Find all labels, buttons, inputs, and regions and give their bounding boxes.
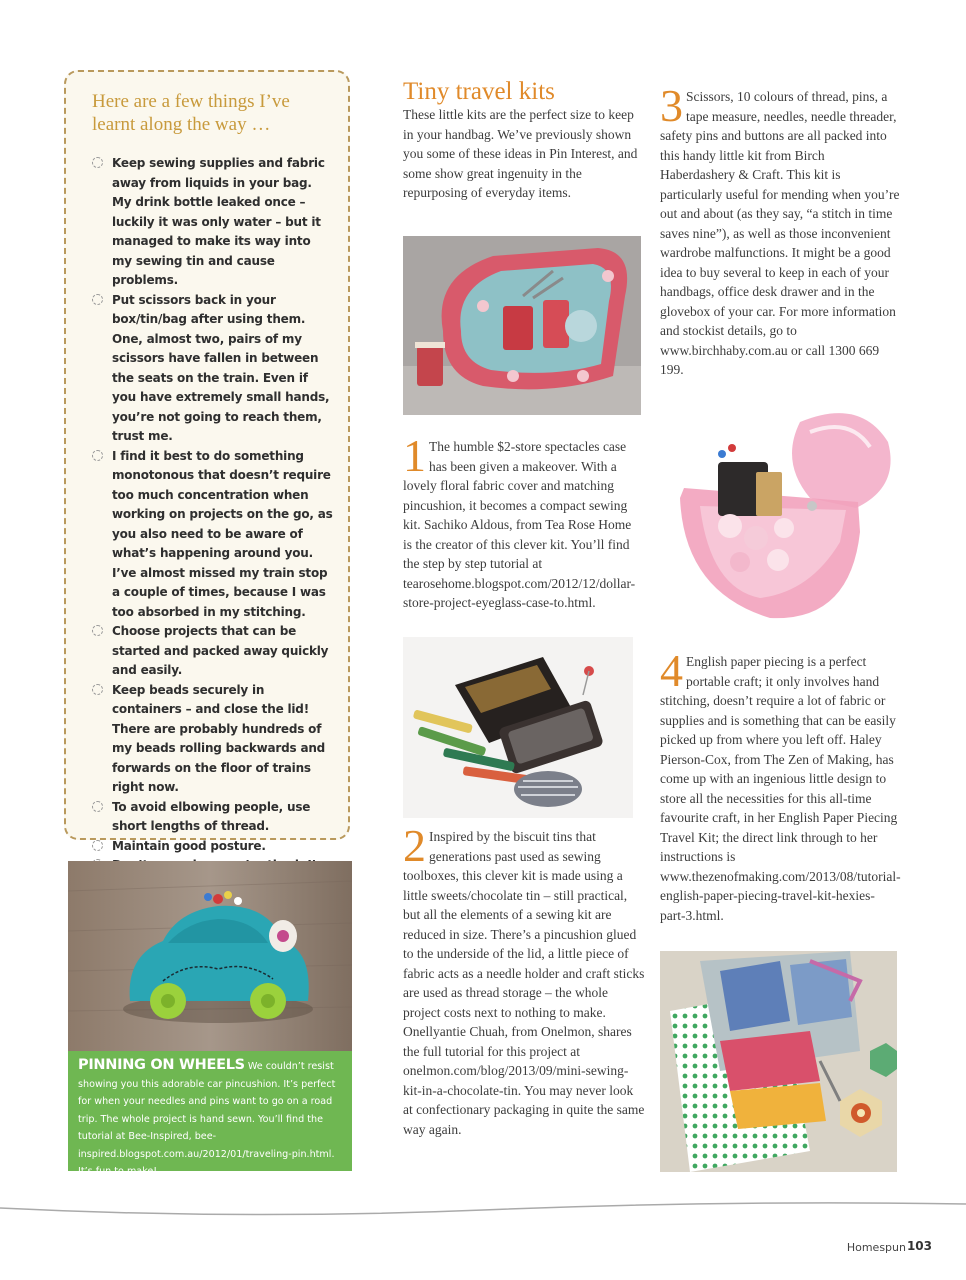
kit-number-2: 2 [403, 820, 426, 871]
chocolate-tin-kit-photo [403, 637, 633, 818]
paper-piecing-kit-photo [660, 951, 897, 1172]
car-pincushion-photo [68, 861, 352, 1051]
tips-box [64, 70, 350, 853]
dashed-circle-bullet-icon [92, 801, 103, 812]
dashed-circle-bullet-icon [92, 840, 103, 851]
pink-egg-kit-photo [660, 402, 898, 624]
tip-item: Maintain good posture. [92, 837, 334, 857]
tip-item: Keep beads securely in containers – and close the lid! There are probably hundreds of my beads rolling backwards and forwards on the floor of trains right now. [92, 681, 334, 798]
kit-item-2: 2 Inspired by the biscuit tins that generations past used as sewing toolboxes, this clever kit is made using a little sweets/chocolate tin – still practical, but all the elements of a sewing kit are reduced in size. There’s a pincushion glued to the underside of the lid, a little piece of fabric acts as a needle holder and craft sticks are used as thread storage – the whole project costs next to nothing to make. Onellyantie Chuah, from Onelmon, shares the full tutorial for this project at onelmon.com/blog/2013/09/mini-sewing-kit-in-a-chocolate-tin. You may never look at confectionary packaging in quite the same way again. [403, 820, 645, 1137]
dashed-circle-bullet-icon [92, 625, 103, 636]
caption-body: We couldn’t resist showing you this adorable car pincushion. It’s perfect for when your needles and pins want to go on a road trip. The whole project is hand sewn. You’ll find the tutorial at Bee-Inspired, bee-inspired.blogspot.com.au/2012/01/traveling-pin.html. It’s fun to make! [78, 1061, 336, 1177]
dashed-circle-bullet-icon [92, 684, 103, 695]
dashed-circle-bullet-icon [92, 294, 103, 305]
tip-item: I find it best to do something monotonous that doesn’t require too much concentration when working on projects on the go, as you also need to be aware of what’s happening around you. I’ve almost missed my train stop a couple of times, because I was too absorbed in my stitching. [92, 447, 334, 623]
article-intro: These little kits are the perfect size to keep in your handbag. We’ve previously shown you some of these ideas in Pin Interest, and some show great ingenuity in the repurposing of everyday items. [403, 107, 638, 200]
kit-item-3: 3 Scissors, 10 colours of thread, pins, a tape measure, needles, needle threader, safety pins and buttons are all packed into this handy little kit from Birch Haberdashery & Craft. This kit is particularly useful for mending when you’re out and about (as they say, “a stitch in time saves nine”), as well as those inconvenient wardrobe malfunctions. It might be a good idea to buy several to keep in each of your handbags, office desk drawer and in the glovebox of your car. For more information and stockist details, go to www.birchhaby.com.au or call 1300 669 199. [660, 80, 900, 377]
caption-box [68, 1051, 352, 1177]
dashed-circle-bullet-icon [92, 157, 103, 168]
kit-number-4: 4 [660, 645, 683, 696]
spectacles-case-kit-photo [403, 236, 641, 415]
article-heading: Tiny travel kits [403, 78, 555, 105]
kit-item-4: 4 English paper piecing is a perfect portable craft; it only involves hand stitching, doesn’t require a lot of fabric or supplies and is something that can be easily picked up from where you left off. Haley Pierson-Cox, from The Zen of Making, has come up with an ingenious little design to store all the necessities for this all-time favourite craft, in her English Paper Piecing Travel Kit; the direct link through to her instructions is www.thezenofmaking.com/2013/08/tutorial-english-paper-piecing-travel-kit-hexies-part-3.html. [660, 645, 901, 923]
tips-list [92, 154, 334, 973]
footer-wave-divider [0, 1186, 966, 1226]
caption-title: PINNING ON WHEELS [78, 1057, 245, 1073]
kit-item-1: 1 The humble $2-store spectacles case has been given a makeover. With a lovely floral fabric cover and matching pincushion, it becomes a compact sewing kit. Sachiko Aldous, from Tea Rose Home is the creator of this clever kit. You’ll find the step by step tutorial at tearosehome.blogspot.com/2012/12/dollar-store-project-eyeglass-case-to.html. [403, 430, 636, 610]
tip-item: Put scissors back in your box/tin/bag after using them. One, almost two, pairs of my scissors have fallen in between the seats on the train. Even if you have extremely small hands, you’re not going to reach them, trust me. [92, 291, 334, 447]
tips-title: Here are a few things I’ve learnt along the way … [92, 91, 290, 135]
dashed-circle-bullet-icon [92, 450, 103, 461]
tip-item: Keep sewing supplies and fabric away from liquids in your bag. My drink bottle leaked once – luckily it was only water – but it managed to make its way into my sewing tin and cause problems. [92, 154, 334, 291]
tip-item: Choose projects that can be started and packed away quickly and easily. [92, 622, 334, 681]
kit-number-3: 3 [660, 80, 683, 131]
tip-item: To avoid elbowing people, use short lengths of thread. [92, 798, 334, 837]
footer-magazine-name: Homespun [846, 1241, 906, 1254]
footer-page-number: 103 [906, 1239, 932, 1253]
kit-number-1: 1 [403, 430, 426, 481]
